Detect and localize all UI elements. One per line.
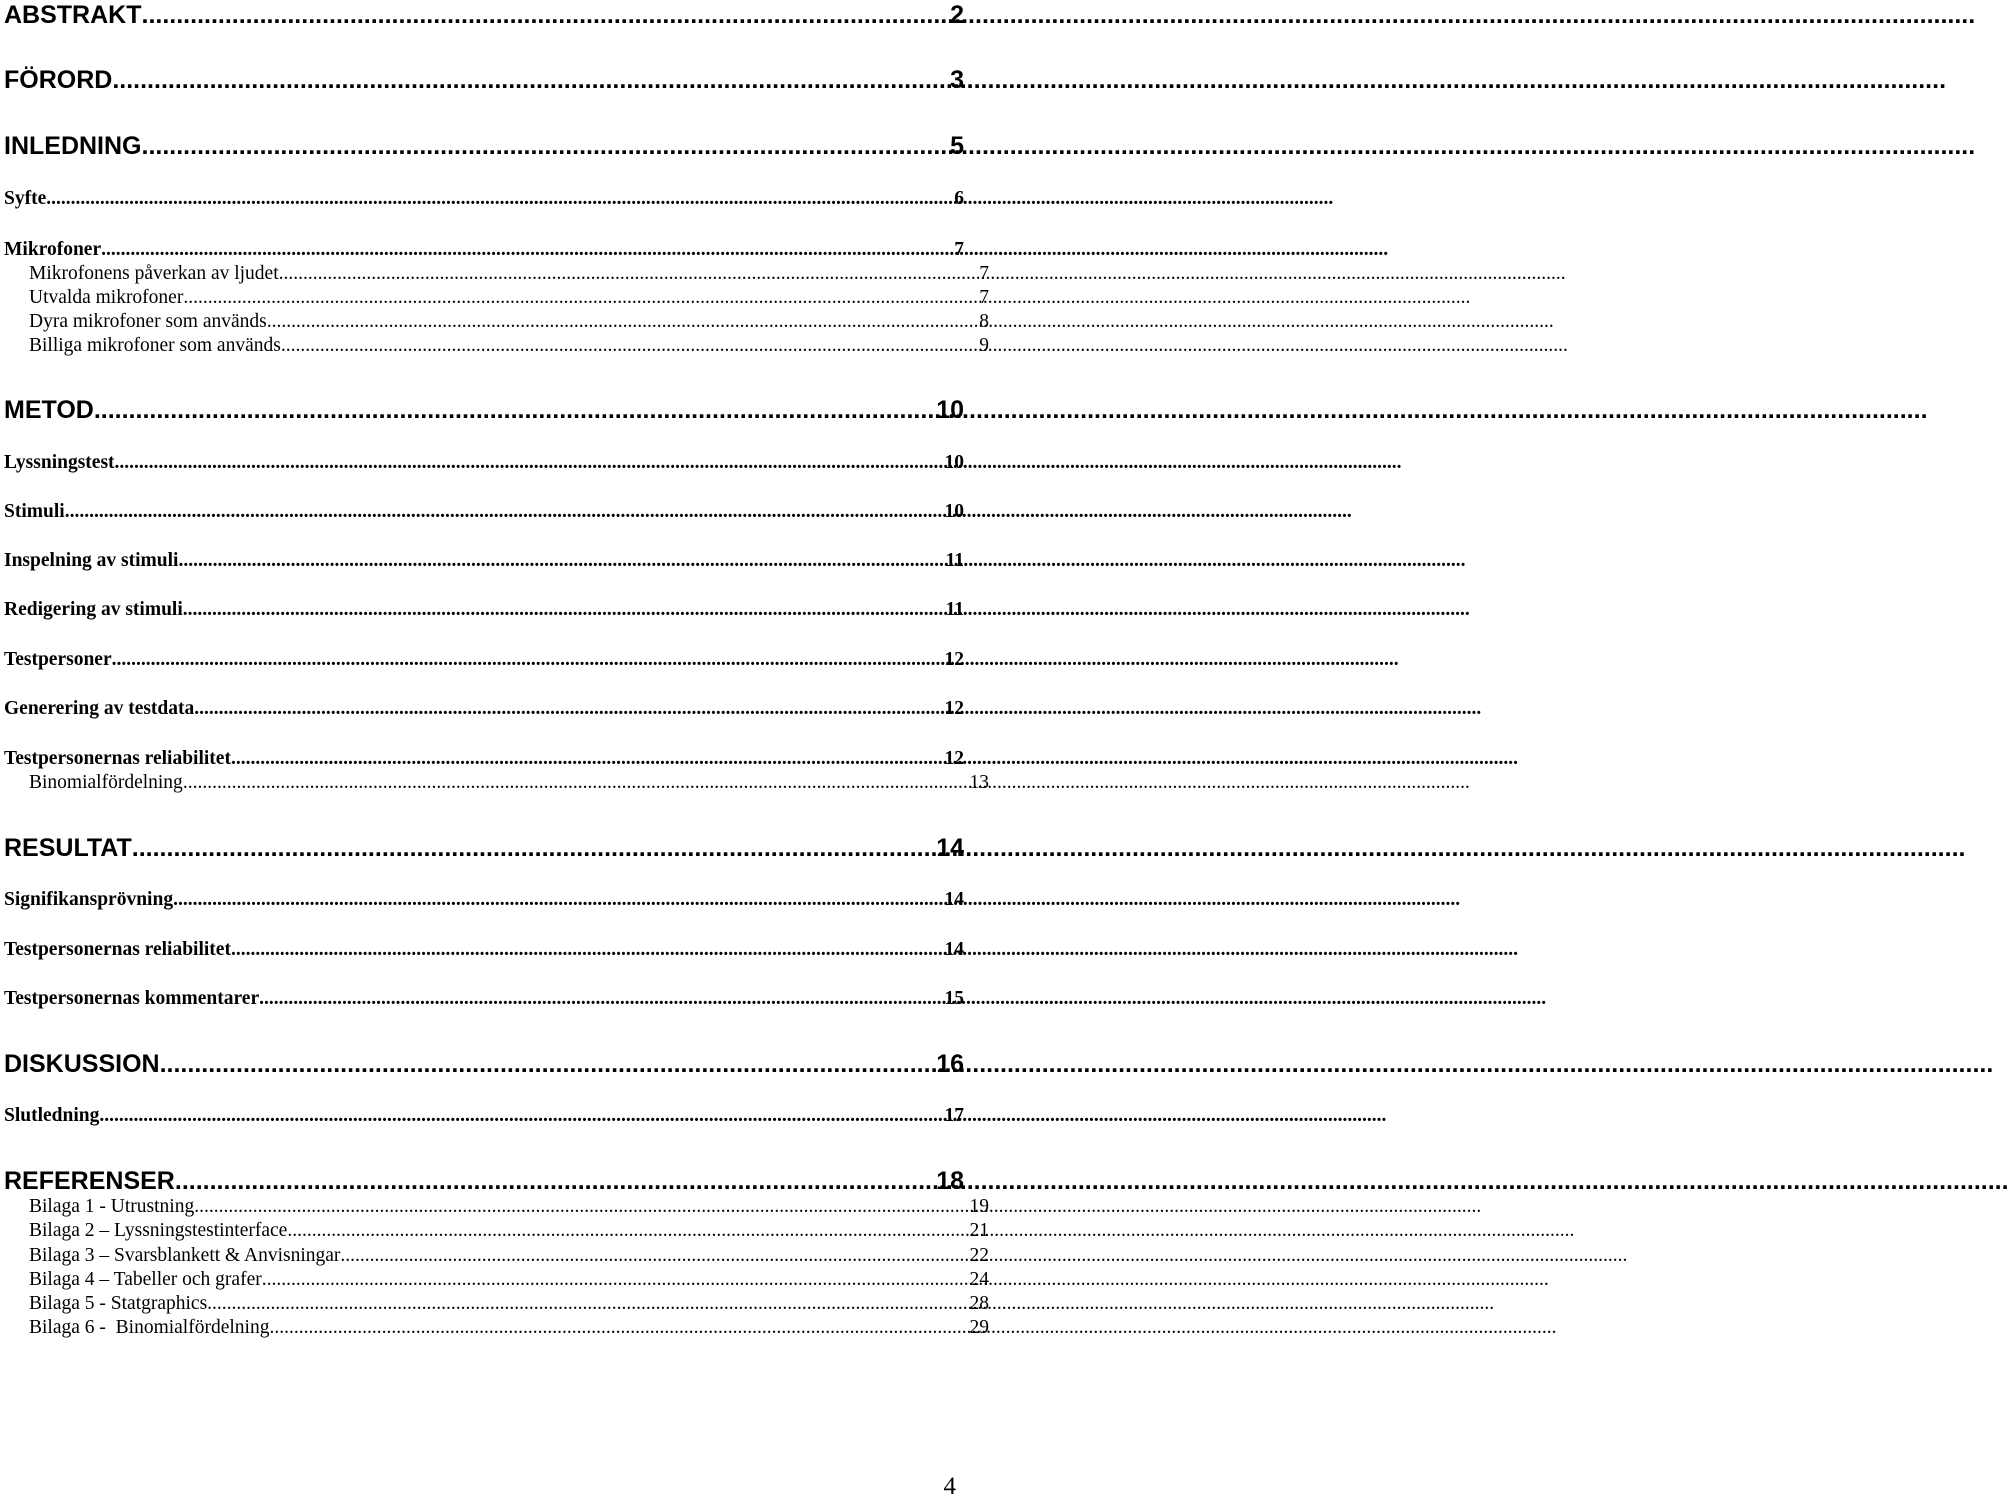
toc-entry-label: Billiga mikrofoner som används	[29, 335, 281, 356]
toc-entry-page: 8	[979, 311, 989, 332]
toc-entry-slutledning[interactable]	[0, 1106, 964, 1126]
dot-leader	[269, 1318, 967, 1338]
toc-entry-page: 16	[936, 1050, 964, 1078]
toc-entry-label: DISKUSSION	[4, 1050, 160, 1078]
dot-leader	[101, 240, 952, 260]
dot-leader	[287, 1221, 967, 1241]
toc-entry-abstrakt[interactable]	[0, 3, 964, 28]
toc-entry-page: 11	[945, 550, 964, 571]
toc-entry-utvalda-mikrofoner[interactable]	[0, 288, 989, 308]
dot-leader	[142, 134, 949, 159]
dot-leader	[99, 1106, 942, 1126]
toc-entry-label: Syfte	[4, 188, 47, 209]
toc-entry-bilaga-2[interactable]	[0, 1221, 989, 1241]
dot-leader	[194, 1197, 967, 1217]
toc-entry-dyra-mikrofoner[interactable]	[0, 312, 989, 332]
toc-entry-forord[interactable]	[0, 68, 964, 93]
toc-entry-page: 13	[969, 772, 989, 793]
toc-entry-page: 9	[979, 335, 989, 356]
toc-entry-label: FÖRORD	[4, 66, 113, 94]
toc-entry-label: Slutledning	[4, 1105, 100, 1126]
toc-entry-page: 11	[945, 599, 964, 620]
toc-entry-label: Bilaga 2 – Lyssningstestinterface	[29, 1220, 288, 1241]
dot-leader	[279, 264, 978, 284]
toc-entry-generering[interactable]	[0, 699, 964, 719]
toc-entry-page: 14	[944, 939, 964, 960]
toc-entry-page: 18	[936, 1167, 964, 1195]
toc-entry-stimuli[interactable]	[0, 502, 964, 522]
toc-entry-referenser[interactable]	[0, 1169, 964, 1194]
toc-entry-label: Stimuli	[4, 501, 65, 522]
toc-entry-signifikansprovning[interactable]	[0, 890, 964, 910]
toc-entry-page: 12	[944, 748, 964, 769]
toc-entry-label: Mikrofoner	[4, 239, 102, 260]
page-number: 4	[943, 1473, 956, 1500]
dot-leader	[231, 749, 943, 769]
dot-leader	[142, 3, 949, 28]
toc-entry-page: 22	[969, 1245, 989, 1266]
toc-entry-bilaga-4[interactable]	[0, 1270, 989, 1290]
toc-entry-page: 29	[969, 1317, 989, 1338]
toc-entry-resultat[interactable]	[0, 836, 964, 861]
dot-leader	[115, 453, 943, 473]
toc-entry-label: Testpersonernas reliabilitet	[4, 748, 231, 769]
toc-entry-label: Inspelning av stimuli	[4, 550, 179, 571]
toc-entry-testpersoner[interactable]	[0, 650, 964, 670]
dot-leader	[132, 836, 934, 861]
toc-entry-label: Bilaga 6 - Binomialfördelning	[29, 1317, 270, 1338]
toc-entry-label: Bilaga 5 - Statgraphics	[29, 1293, 208, 1314]
toc-entry-page: 10	[944, 452, 964, 473]
toc-entry-label: RESULTAT	[4, 834, 132, 862]
toc-entry-label: ABSTRAKT	[4, 1, 142, 29]
toc-entry-label: Testpersonernas reliabilitet	[4, 939, 231, 960]
dot-leader	[65, 502, 943, 522]
dot-leader	[183, 288, 977, 308]
toc-entry-page: 2	[950, 1, 964, 29]
toc-entry-label: INLEDNING	[4, 132, 142, 160]
toc-entry-reliabilitet-metod[interactable]	[0, 749, 964, 769]
toc-entry-page: 12	[944, 698, 964, 719]
toc-entry-inledning[interactable]	[0, 134, 964, 159]
toc-entry-page: 14	[936, 834, 964, 862]
toc-entry-label: Bilaga 4 – Tabeller och grafer	[29, 1269, 262, 1290]
dot-leader	[231, 940, 943, 960]
toc-entry-page: 10	[936, 396, 964, 424]
dot-leader	[194, 699, 942, 719]
toc-entry-binomialfordelning[interactable]	[0, 773, 989, 793]
toc-entry-page: 7	[979, 287, 989, 308]
toc-entry-page: 14	[944, 889, 964, 910]
toc-entry-label: Signifikansprövning	[4, 889, 174, 910]
toc-entry-label: Bilaga 3 – Svarsblankett & Anvisningar	[29, 1245, 341, 1266]
toc-entry-page: 3	[950, 66, 964, 94]
toc-entry-label: Lyssningstest	[4, 452, 115, 473]
toc-entry-page: 15	[944, 988, 964, 1009]
toc-entry-label: Bilaga 1 - Utrustning	[29, 1196, 195, 1217]
dot-leader	[183, 773, 968, 793]
toc-entry-redigering[interactable]	[0, 600, 964, 620]
toc-entry-syfte[interactable]	[0, 189, 964, 209]
toc-entry-mikrofoner[interactable]	[0, 240, 964, 260]
toc-entry-label: Testpersoner	[4, 649, 112, 670]
toc-entry-page: 7	[954, 239, 964, 260]
toc-entry-label: Generering av testdata	[4, 698, 195, 719]
dot-leader	[160, 1052, 935, 1077]
toc-entry-page: 19	[969, 1196, 989, 1217]
toc-entry-label: REFERENSER	[4, 1167, 175, 1195]
dot-leader	[173, 890, 942, 910]
dot-leader	[207, 1294, 967, 1314]
toc-entry-bilaga-3[interactable]	[0, 1246, 989, 1266]
dot-leader	[175, 1169, 934, 1194]
toc-entry-page: 7	[979, 263, 989, 284]
dot-leader	[267, 312, 978, 332]
dot-leader	[281, 336, 977, 356]
toc-entry-label: Redigering av stimuli	[4, 599, 183, 620]
dot-leader	[112, 650, 943, 670]
toc-entry-label: Mikrofonens påverkan av ljudet	[29, 263, 279, 284]
toc-entry-label: Testpersonernas kommentarer	[4, 988, 260, 1009]
dot-leader	[262, 1270, 968, 1290]
dot-leader	[183, 600, 944, 620]
toc-entry-metod[interactable]	[0, 398, 964, 423]
dot-leader	[340, 1246, 967, 1266]
toc-entry-billiga-mikrofoner[interactable]	[0, 336, 989, 356]
toc-entry-lyssningstest[interactable]	[0, 453, 964, 473]
toc-entry-page: 5	[950, 132, 964, 160]
toc-entry-inspelning[interactable]	[0, 551, 964, 571]
toc-entry-reliabilitet-resultat[interactable]	[0, 940, 964, 960]
toc-entry-mikrofonens-paverkan[interactable]	[0, 264, 989, 284]
toc-entry-diskussion[interactable]	[0, 1052, 964, 1077]
dot-leader	[178, 551, 943, 571]
toc-entry-bilaga-1[interactable]	[0, 1197, 989, 1217]
toc-entry-bilaga-6[interactable]	[0, 1318, 989, 1338]
dot-leader	[112, 68, 948, 93]
toc-entry-page: 6	[954, 188, 964, 209]
toc-entry-page: 12	[944, 649, 964, 670]
toc-entry-page: 21	[969, 1220, 989, 1241]
toc-entry-label: Binomialfördelning	[29, 772, 183, 793]
toc-entry-bilaga-5[interactable]	[0, 1294, 989, 1314]
dot-leader	[259, 989, 942, 1009]
toc-entry-page: 28	[969, 1293, 989, 1314]
dot-leader	[46, 189, 952, 209]
toc-entry-label: Utvalda mikrofoner	[29, 287, 184, 308]
toc-entry-page: 24	[969, 1269, 989, 1290]
toc-entry-label: METOD	[4, 396, 94, 424]
toc-entry-page: 17	[944, 1105, 964, 1126]
toc-entry-kommentarer[interactable]	[0, 989, 964, 1009]
toc-entry-page: 10	[944, 501, 964, 522]
dot-leader	[94, 398, 934, 423]
toc-entry-label: Dyra mikrofoner som används	[29, 311, 267, 332]
